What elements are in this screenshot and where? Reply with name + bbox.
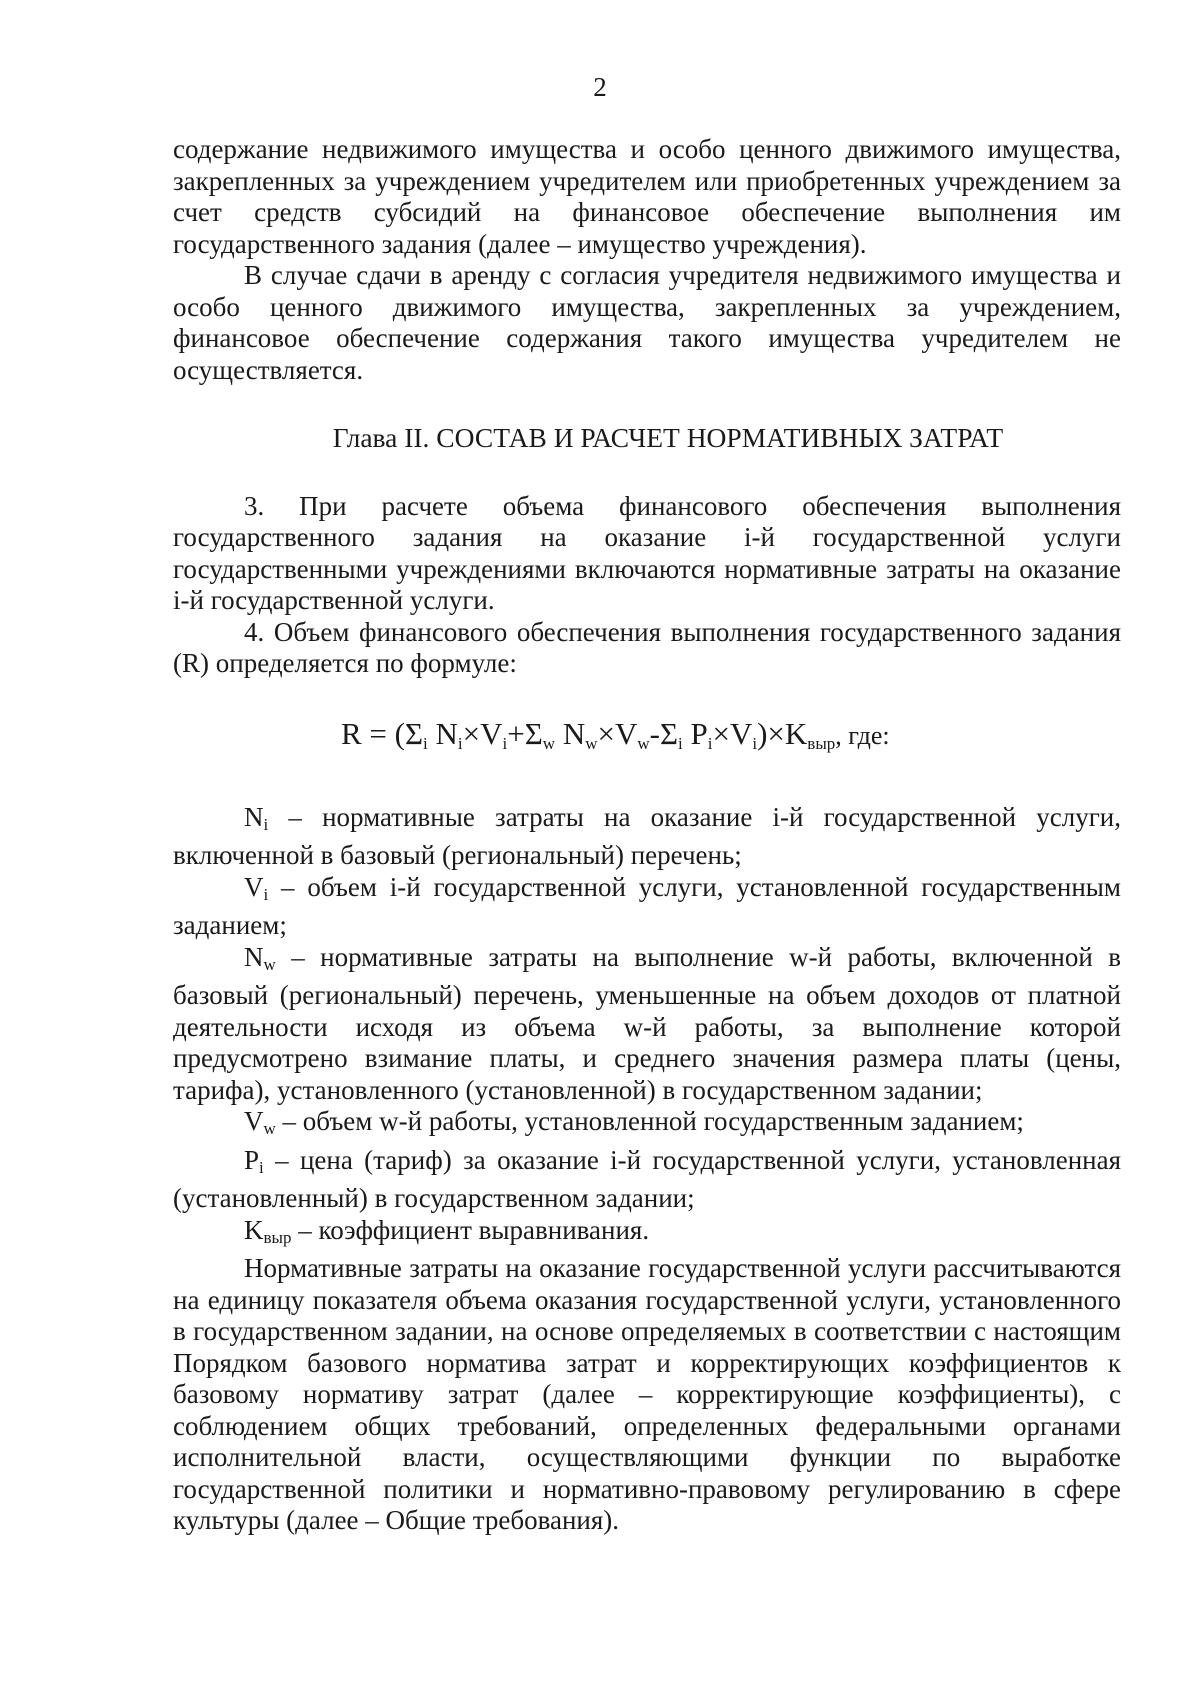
definition-k: $K_{выр}$ – коэффициент выравнивания. bbox=[244, 1214, 650, 1247]
definition-pi: $P_i$ – цена (тариф) за оказание i-й государственной услуги, установленная (установленный) в государственном задании; bbox=[173, 1144, 1121, 1213]
paragraph-normative-costs: Нормативные затраты на оказание государственной услуги рассчитываются на единицу показателя объема оказания государственной услуги, установленного в государственном задании, на основе определяемых в соответствии с настоящим Порядком базового норматива затрат и корректирующих коэффициентов к базовому нормативу затрат (далее – корректирующие коэффициенты), с соблюдением общих требований, определенных федеральными органами исполнительной власти, осуществляющими функции по выработке государственной политики и нормативно-правовому регулированию в сфере культуры (далее – Общие требования). bbox=[173, 1253, 1121, 1535]
definition-ni: $N_i$ – нормативные затраты на оказание i-й государственной услуги, включенной в базовый (региональный) перечень; bbox=[173, 801, 1121, 870]
formula-where-label: , где: bbox=[835, 720, 890, 750]
definition-vi: $V_i$ – объем i-й государственной услуги, установленной государственным заданием; bbox=[173, 871, 1121, 940]
paragraph-clause-3: 3. При расчете объема финансового обеспечения выполнения государственного задания на оказание i-й государственной услуги государственными учреждениями включаются нормативные затраты на оказание i-й государственной услуги. bbox=[173, 490, 1121, 615]
paragraph-property-maintenance: содержание недвижимого имущества и особо ценного движимого имущества, закрепленных за учреждением учредителем или приобретенных учреждением за счет средств субсидий на финансовое обеспечение выполнения им государственного задания (далее – имущество учреждения). bbox=[173, 134, 1121, 259]
page-number: 2 bbox=[593, 72, 607, 102]
formula: $R = (\Sigma_i$ $N_i\times V_i+\Sigma_w$ $N_w\times V_w-\Sigma_i$ $P_i\times V_i)\times K_{выр}$, где: bbox=[341, 715, 890, 753]
paragraph-lease-case: В случае сдачи в аренду с согласия учредителя недвижимого имущества и особо ценного движимого имущества, закрепленных за учреждением, финансовое обеспечение содержания такого имущества учредителем не осуществляется. bbox=[173, 260, 1121, 385]
definition-nw: $N_w$ – нормативные затраты на выполнение w-й работы, включенной в базовый (региональный) перечень, уменьшенные на объем доходов от платной деятельности исходя из объема w-й работы, за выполнение которой предусмотрено взимание платы, и среднего значения размера платы (цены, тарифа), установленного (установленной) в государственном задании; bbox=[173, 941, 1121, 1105]
chapter-title: Глава II. СОСТАВ И РАСЧЕТ НОРМАТИВНЫХ ЗАТРАТ bbox=[332, 422, 1004, 453]
document-body bbox=[173, 134, 1121, 1537]
paragraph-clause-4: 4. Объем финансового обеспечения выполнения государственного задания (R) определяется по формуле: bbox=[173, 616, 1121, 678]
formula-block bbox=[173, 710, 1121, 762]
definition-vw: $V_w$ – объем w-й работы, установленной государственным заданием; bbox=[244, 1106, 1024, 1138]
